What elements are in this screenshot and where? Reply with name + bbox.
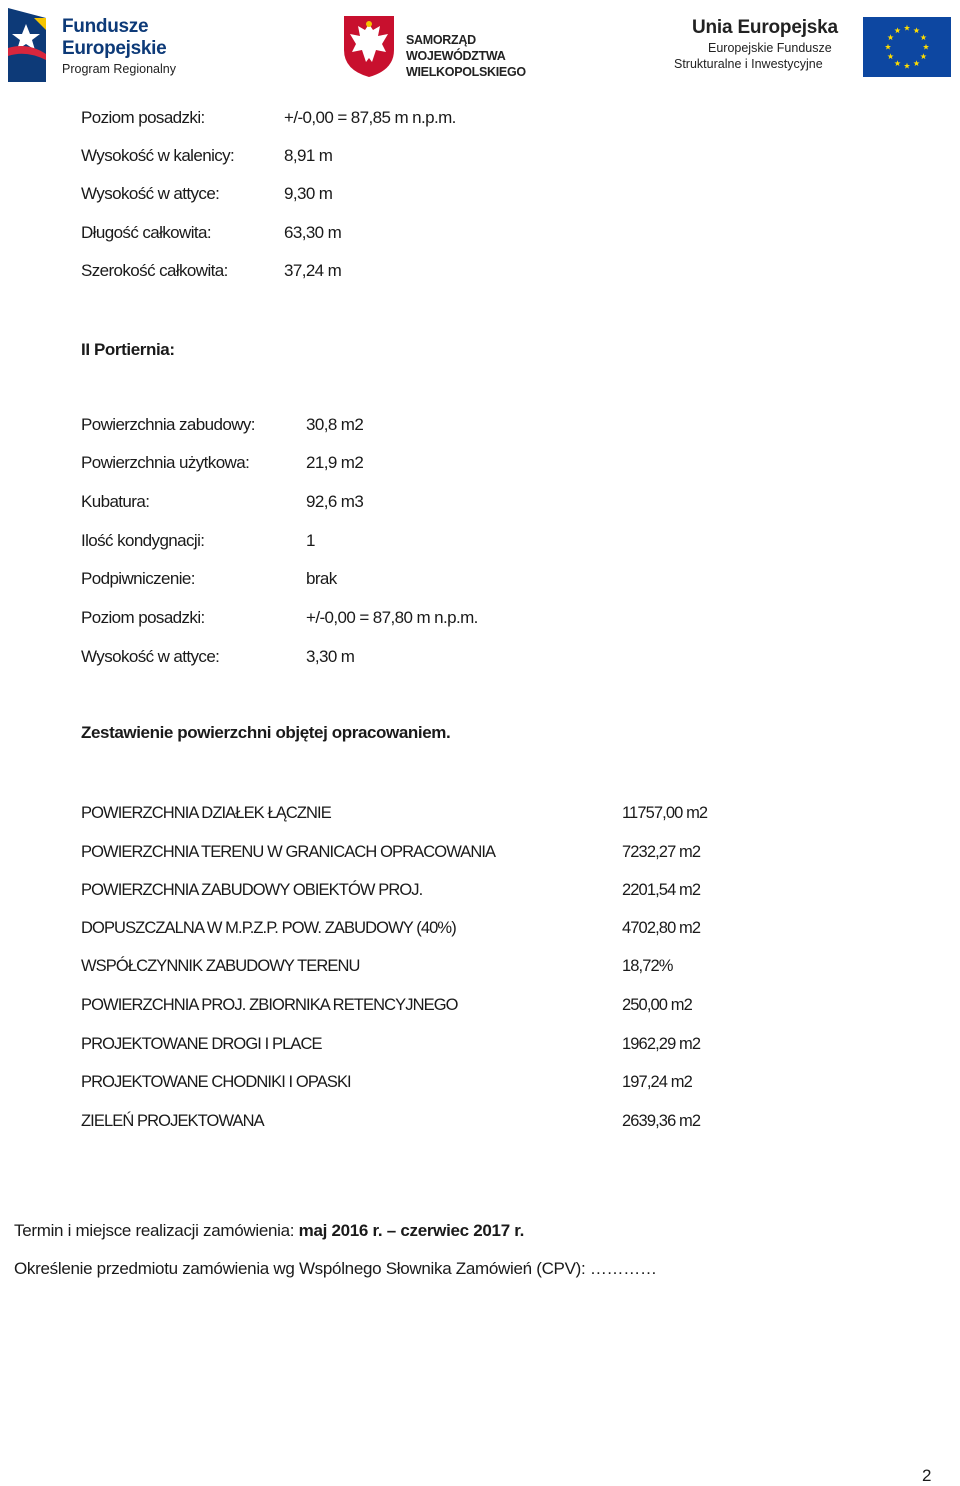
p-value-attyka: 3,30 m bbox=[306, 647, 355, 666]
p-value-poziom: +/-0,00 = 87,80 m n.p.m. bbox=[306, 608, 478, 627]
summary-value-chodniki: 197,24 m2 bbox=[622, 1073, 692, 1091]
summary-value-zbiornik: 250,00 m2 bbox=[622, 996, 692, 1014]
summary-label-chodniki: PROJEKTOWANE CHODNIKI I OPASKI bbox=[81, 1073, 351, 1091]
summary-value-teren: 7232,27 m2 bbox=[622, 843, 701, 861]
p-label-attyka: Wysokość w attyce: bbox=[81, 647, 220, 666]
fundusze-europejskie-logo bbox=[8, 8, 208, 82]
termin-end: czerwiec 2017 r. bbox=[400, 1221, 525, 1240]
samorzad-wielkopolski-logo bbox=[342, 14, 552, 80]
ue-logo-line2: Europejskie Fundusze bbox=[708, 41, 832, 55]
summary-label-dopuszczalna: DOPUSZCZALNA W M.P.Z.P. POW. ZABUDOWY (40%) bbox=[81, 919, 456, 937]
termin-dash: – bbox=[382, 1221, 401, 1240]
b1-label-dlugosc: Długość całkowita: bbox=[81, 223, 211, 242]
b1-label-attyka: Wysokość w attyce: bbox=[81, 184, 220, 203]
summary-label-wspolczynnik: WSPÓŁCZYNNIK ZABUDOWY TERENU bbox=[81, 957, 360, 975]
b1-label-poziom: Poziom posadzki: bbox=[81, 108, 205, 127]
summary-label-teren: POWIERZCHNIA TERENU W GRANICACH OPRACOWANIA bbox=[81, 843, 496, 861]
termin-line bbox=[14, 1221, 524, 1241]
p-value-podpiwniczenie: brak bbox=[306, 569, 337, 588]
portiernia-title: II Portiernia: bbox=[81, 340, 175, 359]
p-label-uzytkowa: Powierzchnia użytkowa: bbox=[81, 453, 250, 472]
ue-logo-line3: Strukturalne i Inwestycyjne bbox=[674, 57, 823, 71]
summary-value-wspolczynnik: 18,72% bbox=[622, 957, 673, 975]
b1-label-szerokosc: Szerokość całkowita: bbox=[81, 261, 228, 280]
wlkp-logo-line2: WIELKOPOLSKIEGO bbox=[406, 65, 526, 79]
p-value-kondygnacje: 1 bbox=[306, 531, 315, 550]
unia-europejska-logo bbox=[670, 14, 956, 82]
summary-label-zabudowa: POWIERZCHNIA ZABUDOWY OBIEKTÓW PROJ. bbox=[81, 881, 423, 899]
p-value-uzytkowa: 21,9 m2 bbox=[306, 453, 364, 472]
page-header bbox=[0, 0, 960, 90]
summary-value-dopuszczalna: 4702,80 m2 bbox=[622, 919, 701, 937]
p-label-kondygnacje: Ilość kondygnacji: bbox=[81, 531, 205, 550]
termin-start: maj 2016 r. bbox=[298, 1221, 383, 1240]
b1-value-poziom: +/-0,00 = 87,85 m n.p.m. bbox=[284, 108, 456, 127]
cpv-label: Określenie przedmiotu zamówienia wg Wspólnego Słownika Zamówień (CPV): bbox=[14, 1259, 590, 1278]
eu-flag-icon bbox=[863, 17, 951, 77]
summary-label-drogi: PROJEKTOWANE DROGI I PLACE bbox=[81, 1035, 322, 1053]
eagle-crest-icon bbox=[342, 14, 396, 78]
b1-value-attyka: 9,30 m bbox=[284, 184, 333, 203]
fe-logo-line1: Fundusze bbox=[62, 16, 149, 37]
summary-value-zielen: 2639,36 m2 bbox=[622, 1112, 701, 1130]
ue-logo-line1: Unia Europejska bbox=[692, 17, 838, 38]
p-value-kubatura: 92,6 m3 bbox=[306, 492, 364, 511]
termin-label: Termin i miejsce realizacji zamówienia: bbox=[14, 1221, 299, 1240]
summary-value-dzialki: 11757,00 m2 bbox=[622, 804, 708, 822]
summary-label-dzialki: POWIERZCHNIA DZIAŁEK ŁĄCZNIE bbox=[81, 804, 331, 822]
summary-label-zielen: ZIELEŃ PROJEKTOWANA bbox=[81, 1112, 264, 1130]
p-label-podpiwniczenie: Podpiwniczenie: bbox=[81, 569, 195, 588]
p-label-poziom: Poziom posadzki: bbox=[81, 608, 205, 627]
fe-logo-line3: Program Regionalny bbox=[62, 62, 176, 76]
summary-title: Zestawienie powierzchni objętej opracowaniem. bbox=[81, 723, 451, 742]
b1-value-kalenica: 8,91 m bbox=[284, 146, 333, 165]
summary-value-zabudowa: 2201,54 m2 bbox=[622, 881, 701, 899]
b1-value-szerokosc: 37,24 m bbox=[284, 261, 342, 280]
fe-logo-mark-icon bbox=[8, 8, 46, 82]
b1-value-dlugosc: 63,30 m bbox=[284, 223, 342, 242]
cpv-line bbox=[14, 1259, 657, 1279]
p-label-zabudowa: Powierzchnia zabudowy: bbox=[81, 415, 255, 434]
p-value-zabudowa: 30,8 m2 bbox=[306, 415, 364, 434]
p-label-kubatura: Kubatura: bbox=[81, 492, 150, 511]
cpv-value: ………… bbox=[589, 1259, 657, 1278]
page-number: 2 bbox=[922, 1466, 932, 1485]
summary-value-drogi: 1962,29 m2 bbox=[622, 1035, 701, 1053]
wlkp-logo-line1: SAMORZĄD WOJEWÓDZTWA bbox=[406, 33, 506, 63]
summary-label-zbiornik: POWIERZCHNIA PROJ. ZBIORNIKA RETENCYJNEGO bbox=[81, 996, 458, 1014]
b1-label-kalenica: Wysokość w kalenicy: bbox=[81, 146, 235, 165]
fe-logo-line2: Europejskie bbox=[62, 38, 167, 59]
